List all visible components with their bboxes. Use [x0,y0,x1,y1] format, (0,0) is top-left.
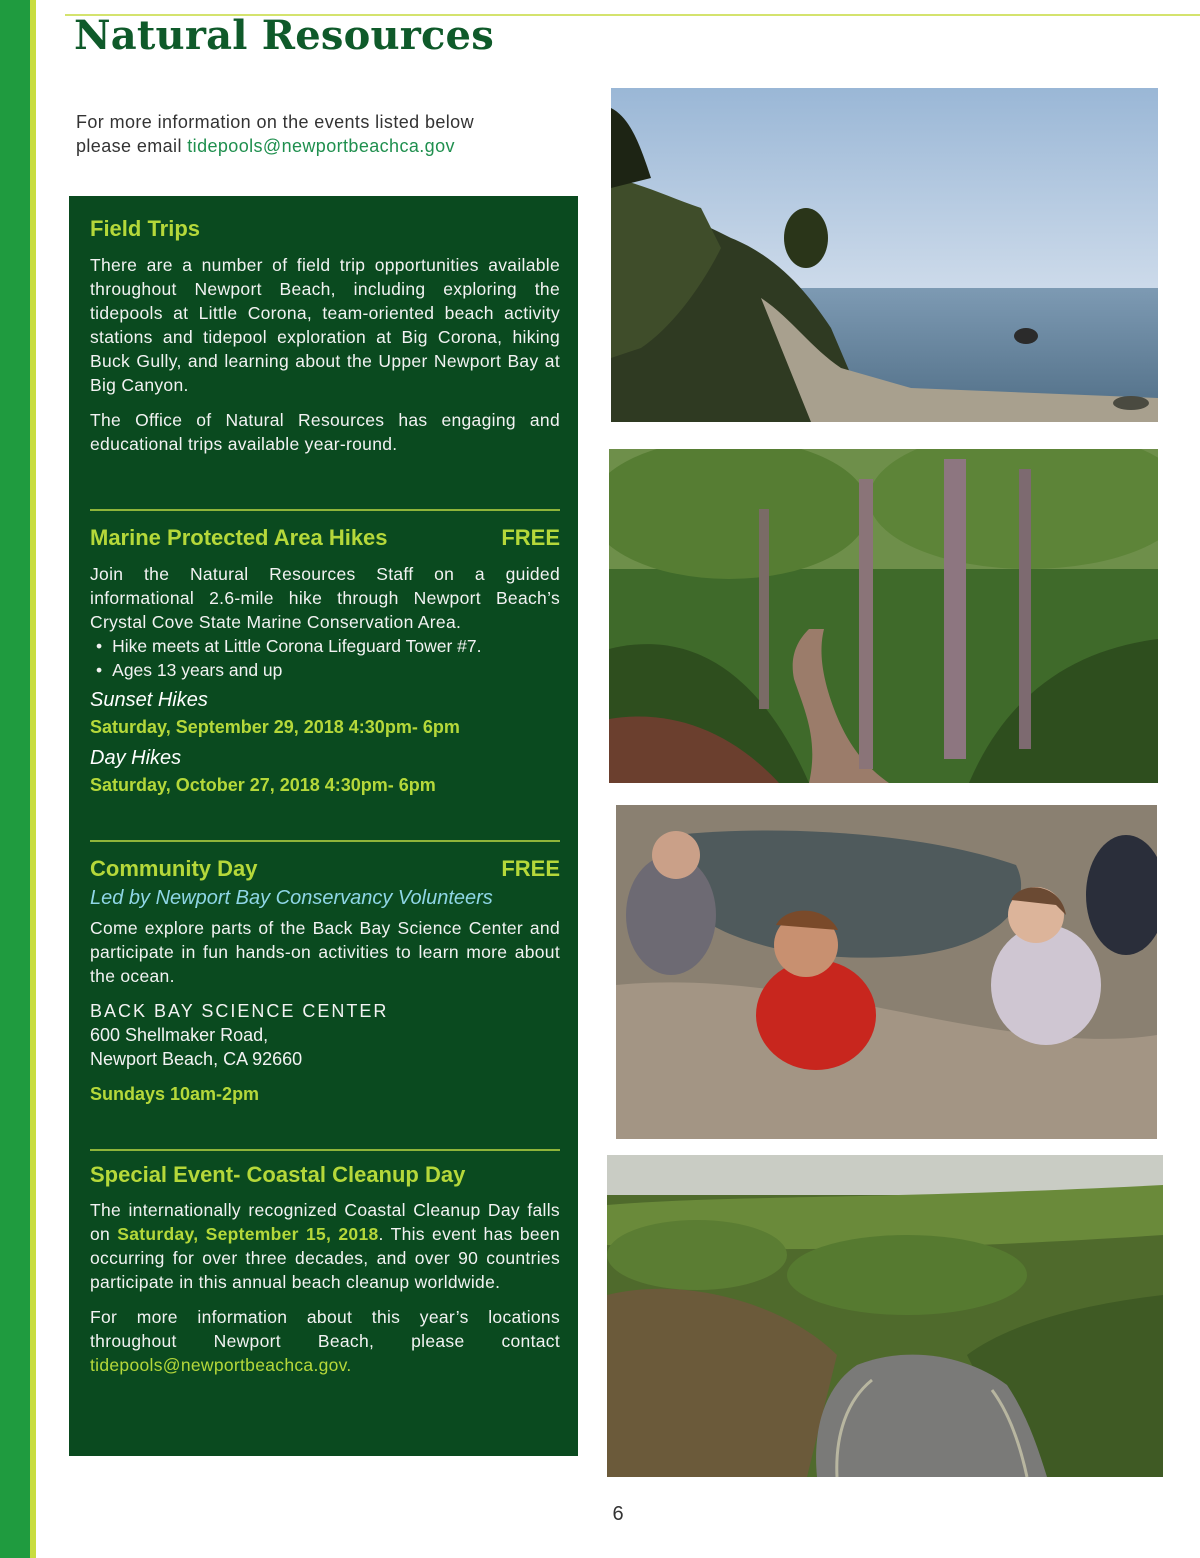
intro-line-1: For more information on the events listed below [76,112,474,132]
venue-address-2: Newport Beach, CA 92660 [90,1049,303,1069]
mpa-hikes-free-badge: FREE [501,525,560,550]
community-day-hours: Sundays 10am-2pm [90,1084,260,1104]
section-divider [90,1149,560,1151]
venue-name: BACK BAY SCIENCE CENTER [90,1001,389,1021]
field-trips-para-2: The Office of Natural Resources has engaging and educational trips available year-round. [90,410,560,454]
community-day-free-badge: FREE [501,856,560,881]
left-color-bar [0,0,30,1558]
cleanup-para-1 [90,1198,560,1294]
mpa-hikes-title: Marine Protected Area Hikes [90,525,388,550]
cleanup-para-2-text: For more information about this year’s locations throughout Newport Beach, please contact [90,1307,560,1351]
page-title: Natural Resources [74,12,494,59]
photo-tidepool-kids [616,805,1157,1139]
sunset-hikes-label: Sunset Hikes [90,689,208,711]
intro-line-2-prefix: please email [76,136,188,156]
cleanup-para-2 [90,1305,560,1377]
mpa-hikes-bullet: • Ages 13 years and up [96,658,560,682]
community-day-para: Come explore parts of the Back Bay Science Center and participate in fun hands-on activities to learn more about the ocean. [90,918,560,986]
community-day-heading [90,854,560,884]
field-trips-heading [90,214,560,244]
photo-forest-trail [609,449,1158,783]
field-trips-title: Field Trips [90,216,201,241]
page-number: 6 [612,1503,624,1525]
mpa-hikes-heading [90,523,560,553]
section-divider [90,840,560,842]
mpa-hikes-bullets [90,634,560,682]
venue-address-1: 600 Shellmaker Road, [90,1025,269,1045]
cleanup-para-1-b: . This event has been occurring for over three decades, and over 90 countries participate in this annual beach cleanup worldwide. [90,1224,560,1292]
sunset-hikes-date: Saturday, September 29, 2018 4:30pm- 6pm [90,717,460,737]
cleanup-para-1-a: The internationally recognized Coastal Cleanup Day falls on [90,1200,560,1244]
canyon-path-illustration [607,1155,1163,1477]
section-divider [90,509,560,511]
cleanup-heading [90,1160,560,1190]
community-day-title: Community Day [90,856,258,881]
photo-coastline [611,88,1158,422]
intro-email-link[interactable]: tidepools@newportbeachca.gov [187,136,455,156]
intro-line-2 [76,134,576,158]
community-day-led-by: Led by Newport Bay Conservancy Volunteers [90,887,493,909]
intro-text [76,110,576,158]
field-trips-para-1: There are a number of field trip opportunities available throughout Newport Beach, including exploring the tidepools at Little Corona, team-oriented beach activity stations and tidepool exploration at Big Corona, hiking Buck Gully, and learning about the Upper Newport Bay at Big Canyon. [90,255,560,395]
cleanup-title: Special Event- Coastal Cleanup Day [90,1162,466,1187]
events-panel [69,196,578,1456]
left-accent-bar [30,0,36,1558]
day-hikes-date: Saturday, October 27, 2018 4:30pm- 6pm [90,775,436,795]
mpa-hikes-bullet: • Hike meets at Little Corona Lifeguard Tower #7. [96,634,560,658]
mpa-hikes-para: Join the Natural Resources Staff on a guided informational 2.6-mile hike through Newport Beach’s Crystal Cove State Marine Conservation Area. [90,564,560,632]
day-hikes-label: Day Hikes [90,747,182,769]
photo-canyon-path [607,1155,1163,1477]
coastline-illustration [611,88,1158,422]
tidepool-kids-illustration [616,805,1157,1139]
cleanup-email-link[interactable]: tidepools@newportbeachca.gov. [90,1355,352,1375]
forest-trail-illustration [609,449,1158,783]
cleanup-date: Saturday, September 15, 2018 [117,1224,379,1244]
